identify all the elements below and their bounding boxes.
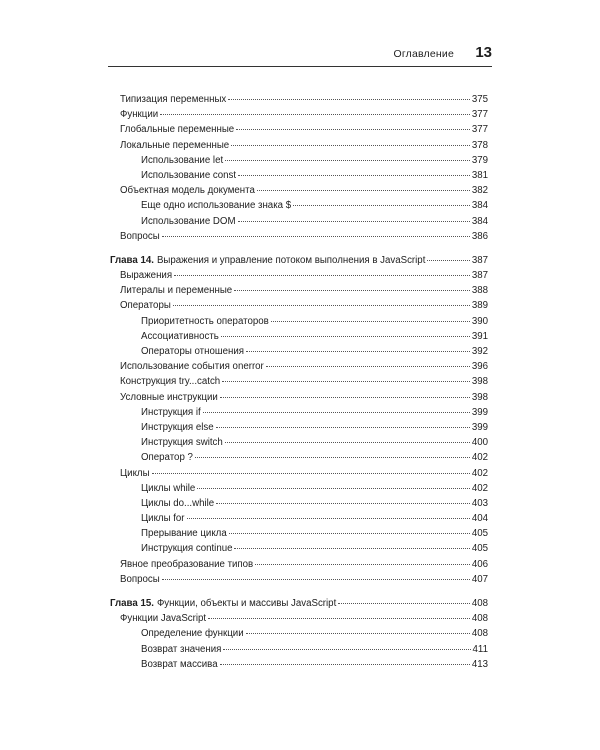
toc-entry-title (120, 298, 171, 313)
toc-entry (110, 572, 488, 587)
toc-entry (110, 481, 488, 496)
toc-entry-title (141, 657, 218, 672)
toc-entry-text: Объектная модель документа (120, 185, 255, 197)
toc-entry-page: 392 (471, 346, 488, 357)
toc-entry-page: 379 (471, 154, 488, 166)
toc-entry-text: Возврат массива (141, 658, 218, 670)
toc-entry-title (141, 541, 232, 556)
toc-entry (110, 374, 488, 389)
toc-entry-title (141, 511, 185, 526)
dot-leader (246, 351, 470, 352)
toc-entry-title (141, 329, 219, 344)
dot-leader (228, 99, 470, 100)
toc-entry-title (120, 122, 234, 137)
toc-entry-title (141, 526, 227, 541)
toc-entry-page: 391 (471, 330, 488, 342)
toc-entry (110, 541, 488, 556)
toc-entry-title (141, 198, 291, 213)
toc-entry-text: Локальные переменные (120, 139, 230, 151)
toc-entry-page: 388 (471, 285, 488, 297)
toc-entry-text: Использование const (141, 169, 237, 181)
toc-entry-page: 389 (471, 300, 488, 312)
dot-leader (338, 603, 470, 604)
toc-entry-title (141, 450, 193, 465)
toc-entry-page: 382 (471, 185, 488, 197)
toc-entry-text: Прерывание цикла (141, 528, 227, 540)
toc-entry-text: Использование события onerror (120, 361, 264, 373)
dot-leader (162, 579, 470, 580)
toc-entry-page: 404 (471, 513, 488, 525)
running-header-title: Оглавление (393, 48, 454, 60)
dot-leader (203, 412, 470, 413)
toc-entry (110, 496, 488, 511)
toc-entry-title (141, 153, 223, 168)
toc-entry-title (120, 107, 158, 122)
toc-entry-text: Циклы (120, 467, 150, 479)
toc-entry-text: Инструкция switch (141, 437, 223, 449)
toc-entry-title (120, 466, 150, 481)
toc-entry-text: Вопросы (120, 573, 160, 585)
toc-entry-page: 387 (471, 254, 488, 266)
toc-entry (110, 268, 488, 283)
dot-leader (216, 503, 470, 504)
toc-entry (110, 214, 488, 229)
toc-entry-page: 408 (471, 613, 488, 625)
toc-entry-page: 384 (471, 200, 488, 212)
toc-chapter-entry (110, 596, 488, 611)
toc-entry-page: 408 (471, 628, 488, 640)
chapter-label: Глава 15. (110, 598, 154, 609)
dot-leader (216, 427, 470, 428)
toc-entry-title (141, 420, 214, 435)
toc-entry-page: 398 (471, 376, 488, 388)
toc-entry-page: 378 (471, 139, 488, 151)
toc-entry-page: 405 (471, 543, 488, 555)
toc-entry-text: Явное преобразование типов (120, 558, 254, 570)
toc-entry (110, 390, 488, 405)
toc-entry-title (120, 283, 232, 298)
toc-entry-text: Конструкция try...catch (120, 376, 221, 388)
toc-entry-title (110, 253, 425, 268)
toc-entry (110, 466, 488, 481)
toc-entry-page: 390 (471, 315, 488, 327)
toc-entry-page: 408 (471, 598, 488, 609)
dot-leader (152, 473, 470, 474)
dot-leader (246, 633, 470, 634)
toc-entry (110, 107, 488, 122)
toc-entry (110, 344, 488, 359)
dot-leader (187, 518, 470, 519)
dot-leader (225, 442, 470, 443)
toc-entry (110, 198, 488, 213)
toc-entry-page: 400 (471, 437, 488, 449)
dot-leader (208, 618, 470, 619)
toc-entry-text: Выражения (120, 270, 173, 282)
dot-leader (293, 205, 470, 206)
page-number: 13 (475, 44, 492, 61)
toc-entry (110, 183, 488, 198)
toc-entry-title (120, 359, 264, 374)
toc-entry-page: 413 (471, 658, 488, 670)
dot-leader (221, 336, 470, 337)
toc-entry-text: Функции JavaScript (120, 613, 207, 625)
toc-entry-text: Использование DOM (141, 215, 236, 227)
toc-entry-title (120, 390, 218, 405)
dot-leader (229, 533, 470, 534)
toc-entry (110, 329, 488, 344)
chapter-label: Глава 14. (110, 254, 154, 266)
dot-leader (174, 275, 470, 276)
toc-entry-text: Операторы отношения (141, 346, 245, 357)
dot-leader (236, 129, 470, 130)
toc-entry-title (120, 229, 160, 244)
page-header (108, 44, 492, 68)
toc-entry-title (141, 642, 221, 657)
toc-entry-page: 399 (471, 421, 488, 433)
toc-entry-title (120, 557, 253, 572)
toc-entry-text: Приоритетность операторов (141, 315, 269, 327)
dot-leader (222, 381, 470, 382)
toc-entry-title (120, 611, 206, 626)
dot-leader (223, 649, 470, 650)
toc-entry-text: Вопросы (120, 230, 160, 242)
toc-entry-text: Использование let (141, 154, 224, 166)
toc-entry-page: 386 (471, 230, 488, 242)
toc-entry (110, 511, 488, 526)
toc-entry (110, 122, 488, 137)
dot-leader (160, 114, 470, 115)
toc-entry-title (120, 572, 160, 587)
dot-leader (238, 175, 470, 176)
toc-entry-title (120, 374, 220, 389)
toc-entry-page: 402 (471, 452, 488, 464)
toc-chapter-entry (110, 253, 488, 268)
toc-entry-text: Еще одно использование знака $ (141, 200, 292, 212)
toc-entry (110, 435, 488, 450)
toc-entry-text: Возврат значения (141, 643, 222, 655)
dot-leader (255, 564, 470, 565)
toc-entry-text: Ассоциативность (141, 330, 219, 342)
toc-entry-text: Функции (120, 109, 159, 121)
toc-entry-page: 399 (471, 406, 488, 418)
toc-entry-text: Типизация переменных (120, 94, 227, 105)
toc-entry (110, 611, 488, 626)
toc-entry (110, 526, 488, 541)
toc-entry-text: Операторы (120, 300, 171, 312)
dot-leader (234, 290, 470, 291)
toc-entry-title (141, 626, 244, 641)
toc-entry-text: Литералы и переменные (120, 285, 233, 297)
toc-entry-text: Выражения и управление потоком выполнения в JavaScript (156, 254, 426, 266)
dot-leader (257, 190, 470, 191)
toc-entry (110, 420, 488, 435)
toc-entry-page: 375 (471, 94, 488, 105)
toc-entry-page: 405 (471, 528, 488, 540)
toc-entry-title (141, 344, 244, 359)
dot-leader (195, 457, 470, 458)
toc-entry (110, 657, 488, 672)
toc-entry (110, 314, 488, 329)
toc-entry-page: 407 (471, 573, 488, 585)
toc-entry-title (141, 405, 201, 420)
toc-entry-title (120, 268, 172, 283)
toc-entry-page: 377 (471, 109, 488, 121)
toc-entry-text: Условные инструкции (120, 391, 218, 403)
dot-leader (220, 397, 470, 398)
toc-entry-text: Инструкция continue (141, 543, 233, 555)
dot-leader (266, 366, 470, 367)
toc-entry-text: Инструкция else (141, 421, 214, 433)
header-rule (108, 66, 492, 67)
toc-entry-text: Инструкция if (141, 406, 201, 418)
toc-entry (110, 405, 488, 420)
dot-leader (197, 488, 470, 489)
toc-entry-text: Оператор ? (141, 452, 193, 464)
dot-leader (271, 321, 470, 322)
toc-entry (110, 168, 488, 183)
toc-entry-page: 403 (471, 497, 488, 509)
toc-entry-text: Циклы while (141, 482, 196, 494)
toc-entry (110, 359, 488, 374)
toc-entry-title (120, 138, 229, 153)
toc-entry-page: 396 (471, 361, 488, 373)
toc-entry (110, 283, 488, 298)
toc-entry-text: Циклы do...while (141, 497, 215, 509)
dot-leader (427, 260, 469, 261)
toc-entry-text: Циклы for (141, 513, 185, 525)
dot-leader (225, 160, 470, 161)
dot-leader (231, 145, 470, 146)
toc-entry-page: 411 (472, 643, 488, 655)
dot-leader (234, 548, 469, 549)
toc-entry (110, 229, 488, 244)
toc-entry-title (141, 314, 269, 329)
toc-entry (110, 298, 488, 313)
table-of-contents (110, 92, 488, 672)
toc-entry-page: 406 (471, 558, 488, 570)
toc-entry-text: Функции, объекты и массивы JavaScript (156, 598, 337, 609)
toc-entry-page: 387 (471, 270, 488, 282)
dot-leader (173, 305, 470, 306)
toc-entry-title (141, 214, 236, 229)
toc-entry-text: Глобальные переменные (120, 124, 235, 136)
toc-entry-page: 402 (471, 467, 488, 479)
dot-leader (238, 221, 470, 222)
toc-entry (110, 626, 488, 641)
dot-leader (220, 664, 470, 665)
toc-entry-title (141, 435, 223, 450)
toc-entry-text: Определение функции (141, 628, 244, 640)
toc-entry-page: 402 (471, 482, 488, 494)
toc-entry-title (141, 481, 195, 496)
toc-entry (110, 450, 488, 465)
toc-entry (110, 138, 488, 153)
toc-entry-title (120, 183, 255, 198)
toc-entry-title (141, 496, 214, 511)
toc-entry-title (141, 168, 236, 183)
toc-entry (110, 642, 488, 657)
dot-leader (162, 236, 470, 237)
toc-entry (110, 153, 488, 168)
toc-entry-page: 384 (471, 215, 488, 227)
toc-entry-page: 377 (471, 124, 488, 136)
toc-entry-page: 398 (471, 391, 488, 403)
toc-entry (110, 92, 488, 107)
toc-entry-page: 381 (471, 169, 488, 181)
toc-entry-title (110, 596, 336, 611)
toc-entry (110, 557, 488, 572)
toc-entry-title (120, 92, 226, 107)
